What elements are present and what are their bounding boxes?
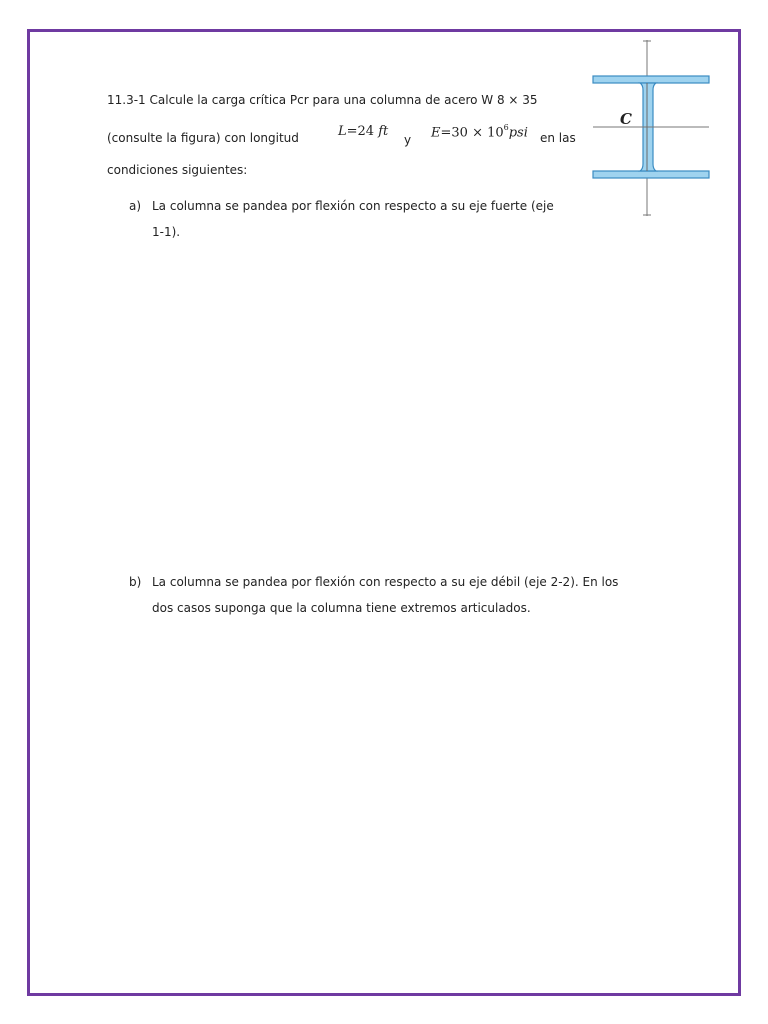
problem-line-2-start: (consulte la figura) con longitud xyxy=(107,131,299,145)
problem-line-1: 11.3-1 Calcule la carga crítica Pcr para una columna de acero W 8 × 35 xyxy=(107,93,538,107)
formula-modulus-eq: =30 × 10 xyxy=(440,125,504,141)
item-a-label: a) xyxy=(129,199,142,213)
formula-modulus xyxy=(431,124,528,140)
wide-flange-svg xyxy=(590,38,710,220)
figure-label-c: C xyxy=(620,110,632,128)
item-a-text xyxy=(152,193,554,245)
formula-modulus-lhs: E xyxy=(431,125,441,141)
formula-modulus-unit: psi xyxy=(508,125,528,141)
formula-length xyxy=(338,124,388,139)
formula-length-lhs: L xyxy=(338,124,347,139)
problem-line-2-end: en las xyxy=(540,131,576,145)
wide-flange-figure xyxy=(590,38,710,220)
item-b-label: b) xyxy=(129,575,142,589)
conjunction-y: y xyxy=(404,133,412,147)
formula-length-unit: ft xyxy=(378,124,389,139)
item-a-line-2: 1-1). xyxy=(152,225,181,239)
top-flange xyxy=(593,76,709,83)
item-b-text xyxy=(152,569,618,621)
problem-line-3: condiciones siguientes: xyxy=(107,163,248,177)
bottom-flange xyxy=(593,171,709,178)
formula-modulus-exp: 6 xyxy=(503,123,509,132)
formula-length-eq: =24 xyxy=(346,124,375,139)
item-a-line-1: La columna se pandea por flexión con respecto a su eje fuerte (eje xyxy=(152,199,554,213)
item-b-line-1: La columna se pandea por flexión con respecto a su eje débil (eje 2-2). En los xyxy=(152,575,619,589)
item-b-line-2: dos casos suponga que la columna tiene extremos articulados. xyxy=(152,601,531,615)
